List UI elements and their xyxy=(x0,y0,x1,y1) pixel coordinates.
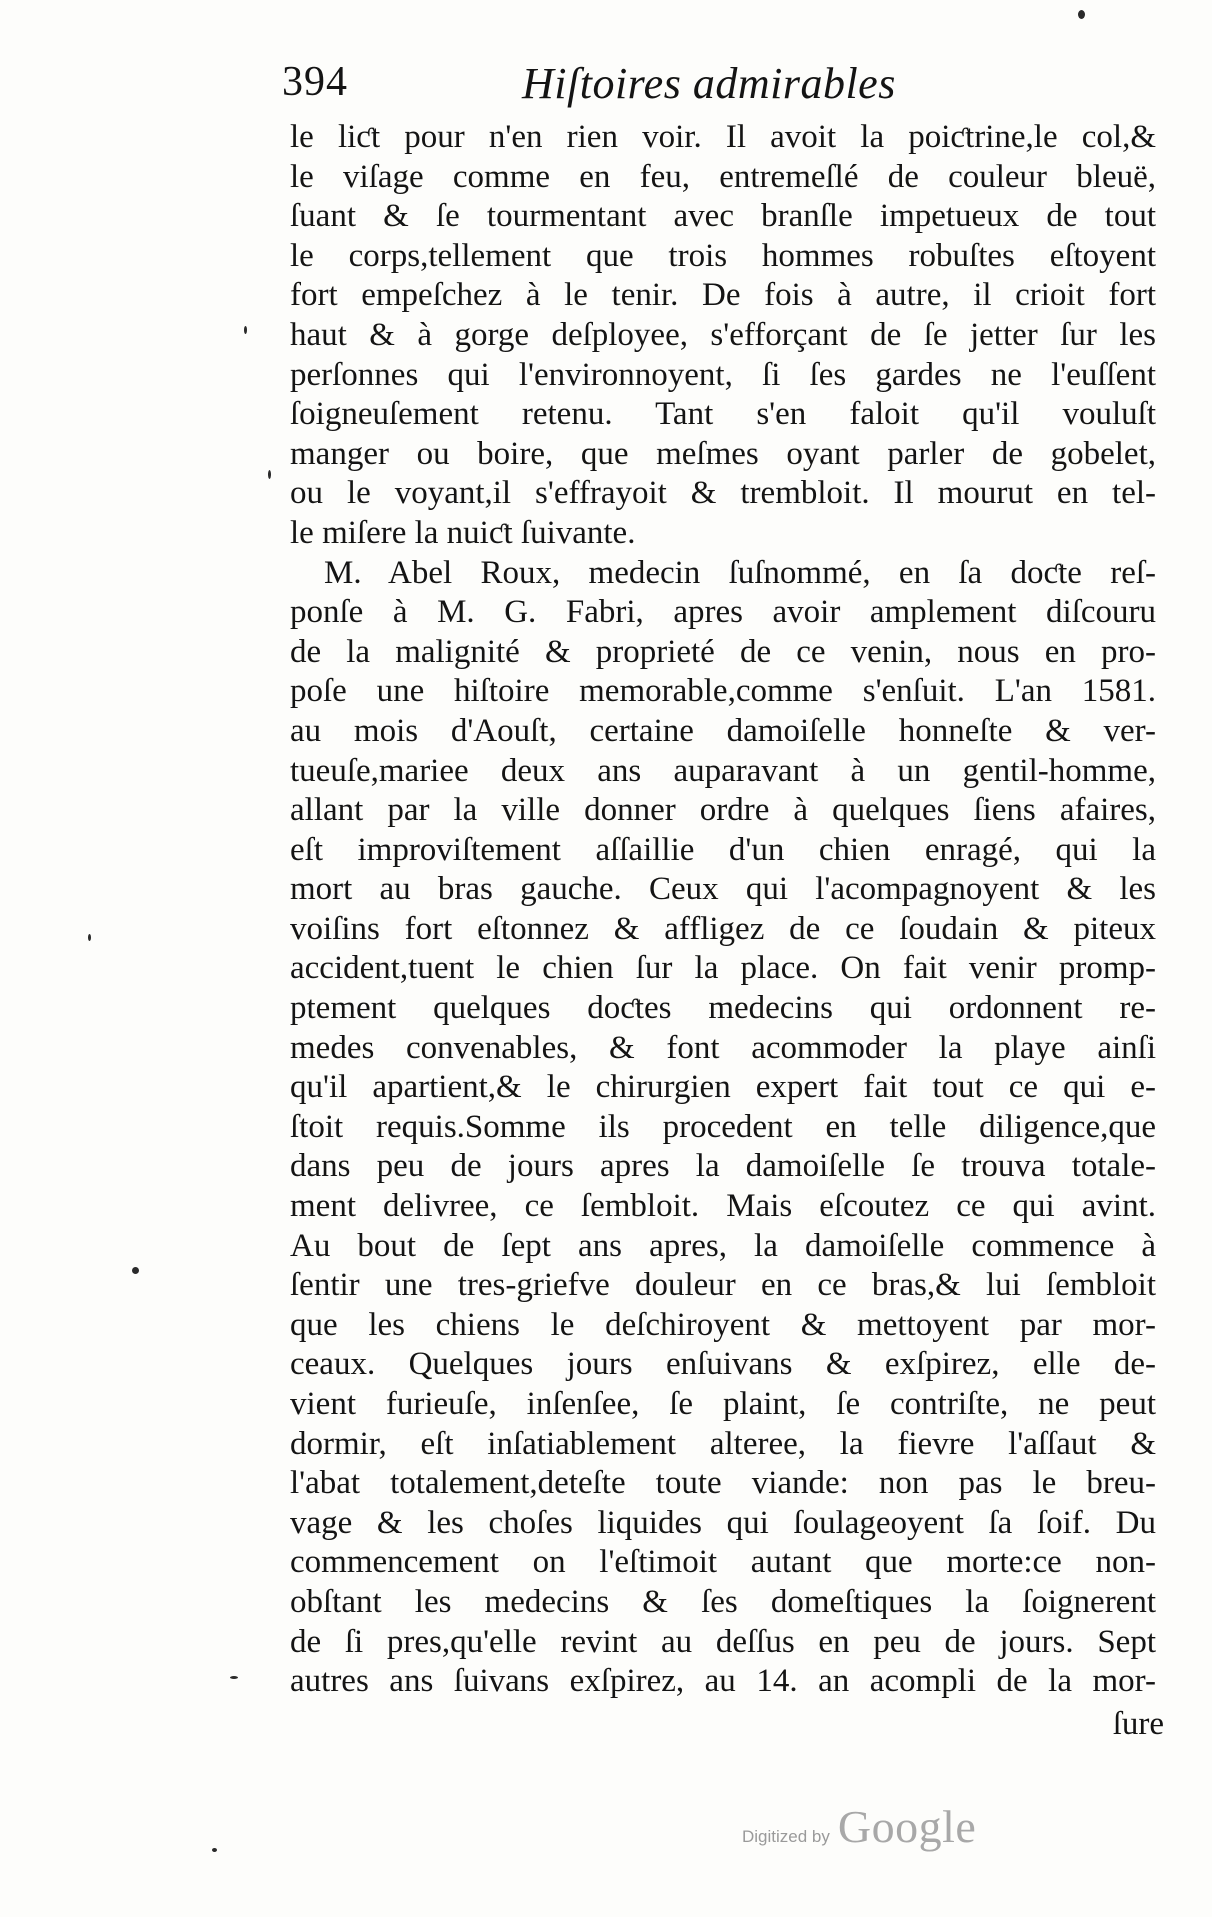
text-line: l'abat totalement,deteſte toute viande: non pas le breu- xyxy=(290,1465,1156,1502)
text-line: qu'il apartient,& le chirurgien expert fait tout ce qui e- xyxy=(290,1069,1156,1106)
text-line: ſtoit requis.Somme ils procedent en telle diligence,que xyxy=(290,1108,1156,1145)
text-line: commencement on l'eſtimoit autant que morte:ce non- xyxy=(290,1544,1156,1581)
text-line: Au bout de ſept ans apres, la damoiſelle commence à xyxy=(290,1227,1156,1264)
text-line: ponſe à M. G. Fabri, apres avoir amplement diſcouru xyxy=(290,594,1156,631)
text-line: le viſage comme en feu, entremeſlé de couleur bleuë, xyxy=(290,158,1156,195)
scan-speck xyxy=(230,1676,238,1679)
text-line: mort au bras gauche. Ceux qui l'acompagnoyent & les xyxy=(290,871,1156,908)
text-line: vient furieuſe, inſenſee, ſe plaint, ſe contriſte, ne peut xyxy=(290,1386,1156,1422)
text-line: ſuant & ſe tourmentant avec branſle impetueux de tout xyxy=(290,198,1156,235)
catchword: ſure xyxy=(1112,1706,1164,1742)
text-line: perſonnes qui l'environnoyent, ſi ſes gardes ne l'euſſent xyxy=(290,356,1156,393)
text-line: manger ou boire, que meſmes oyant parler de gobelet, xyxy=(290,435,1156,472)
text-line: ceaux. Quelques jours enſuivans & exſpirez, elle de- xyxy=(290,1346,1156,1383)
scan-speck xyxy=(88,934,91,941)
text-line: M. Abel Roux, medecin ſuſnommé, en ſa doƈte reſ- xyxy=(324,554,1156,591)
text-line: le corps,tellement que trois hommes robuſtes eſtoyent xyxy=(290,237,1156,274)
text-line: ſentir une tres-griefve douleur en ce bras,& lui ſembloit xyxy=(290,1267,1156,1304)
scan-speck xyxy=(244,326,247,334)
text-line: dormir, eſt inſatiablement alteree, la fievre l'aſſaut & xyxy=(290,1425,1156,1462)
text-line: accident,tuent le chien ſur la place. On fait venir promp- xyxy=(290,950,1156,987)
text-line: allant par la ville donner ordre à quelques ſiens afaires, xyxy=(290,792,1156,829)
text-line: haut & à gorge deſployee, s'efforçant de ſe jetter ſur les xyxy=(290,316,1156,353)
text-line: medes convenables, & font acommoder la playe ainſi xyxy=(290,1029,1156,1066)
body-text xyxy=(290,118,1156,1702)
text-line: poſe une hiſtoire memorable,comme s'enſuit. L'an 1581. xyxy=(290,673,1156,710)
text-line: de ſi pres,qu'elle revint au deſſus en peu de jours. Sept xyxy=(290,1623,1156,1660)
text-line: que les chiens le deſchiroyent & mettoyent par mor- xyxy=(290,1306,1156,1343)
google-logo: Google xyxy=(837,1801,977,1852)
text-line: vage & les choſes liquides qui ſoulageoyent ſa ſoif. Du xyxy=(290,1504,1156,1541)
text-line: eſt improviſtement aſſaillie d'un chien enragé, qui la xyxy=(290,831,1156,868)
text-line: ou le voyant,il s'effrayoit & trembloit. Il mourut en tel- xyxy=(290,475,1156,512)
text-line: obſtant les medecins & ſes domeſtiques la ſoignerent xyxy=(290,1583,1156,1620)
page-number: 394 xyxy=(282,59,348,105)
text-line: ment delivree, ce ſembloit. Mais eſcoutez ce qui avint. xyxy=(290,1188,1156,1225)
text-line: de la malignité & proprieté de ce venin, nous en pro- xyxy=(290,633,1156,670)
scan-speck xyxy=(212,1848,217,1852)
text-line: tueuſe,mariee deux ans auparavant à un gentil-homme, xyxy=(290,752,1156,789)
text-line: le miſere la nuiƈt ſuivante. xyxy=(290,514,636,551)
digitized-by-google-watermark xyxy=(742,1800,976,1860)
watermark-prefix: Digitized by xyxy=(742,1827,830,1846)
scan-speck xyxy=(268,470,271,479)
scan-speck xyxy=(1078,10,1085,19)
text-line: voiſins fort eſtonnez & affligez de ce ſoudain & piteux xyxy=(290,910,1156,947)
text-line: fort empeſchez à le tenir. De fois à autre, il crioit fort xyxy=(290,277,1156,314)
text-line: le liƈt pour n'en rien voir. Il avoit la poiƈtrine,le col,& xyxy=(290,119,1156,155)
text-line: autres ans ſuivans exſpirez, au 14. an acompli de la mor- xyxy=(290,1663,1156,1700)
text-line: au mois d'Aouſt, certaine damoiſelle honneſte & ver- xyxy=(290,712,1156,749)
running-head xyxy=(282,58,932,120)
text-line: ſoigneuſement retenu. Tant s'en faloit qu'il vouluſt xyxy=(290,396,1156,433)
running-title: Hiſtoires admirables xyxy=(522,59,896,108)
scan-speck xyxy=(132,1267,139,1274)
text-line: ptement quelques doƈtes medecins qui ordonnent re- xyxy=(290,990,1156,1027)
text-line: dans peu de jours apres la damoiſelle ſe trouva totale- xyxy=(290,1148,1156,1185)
